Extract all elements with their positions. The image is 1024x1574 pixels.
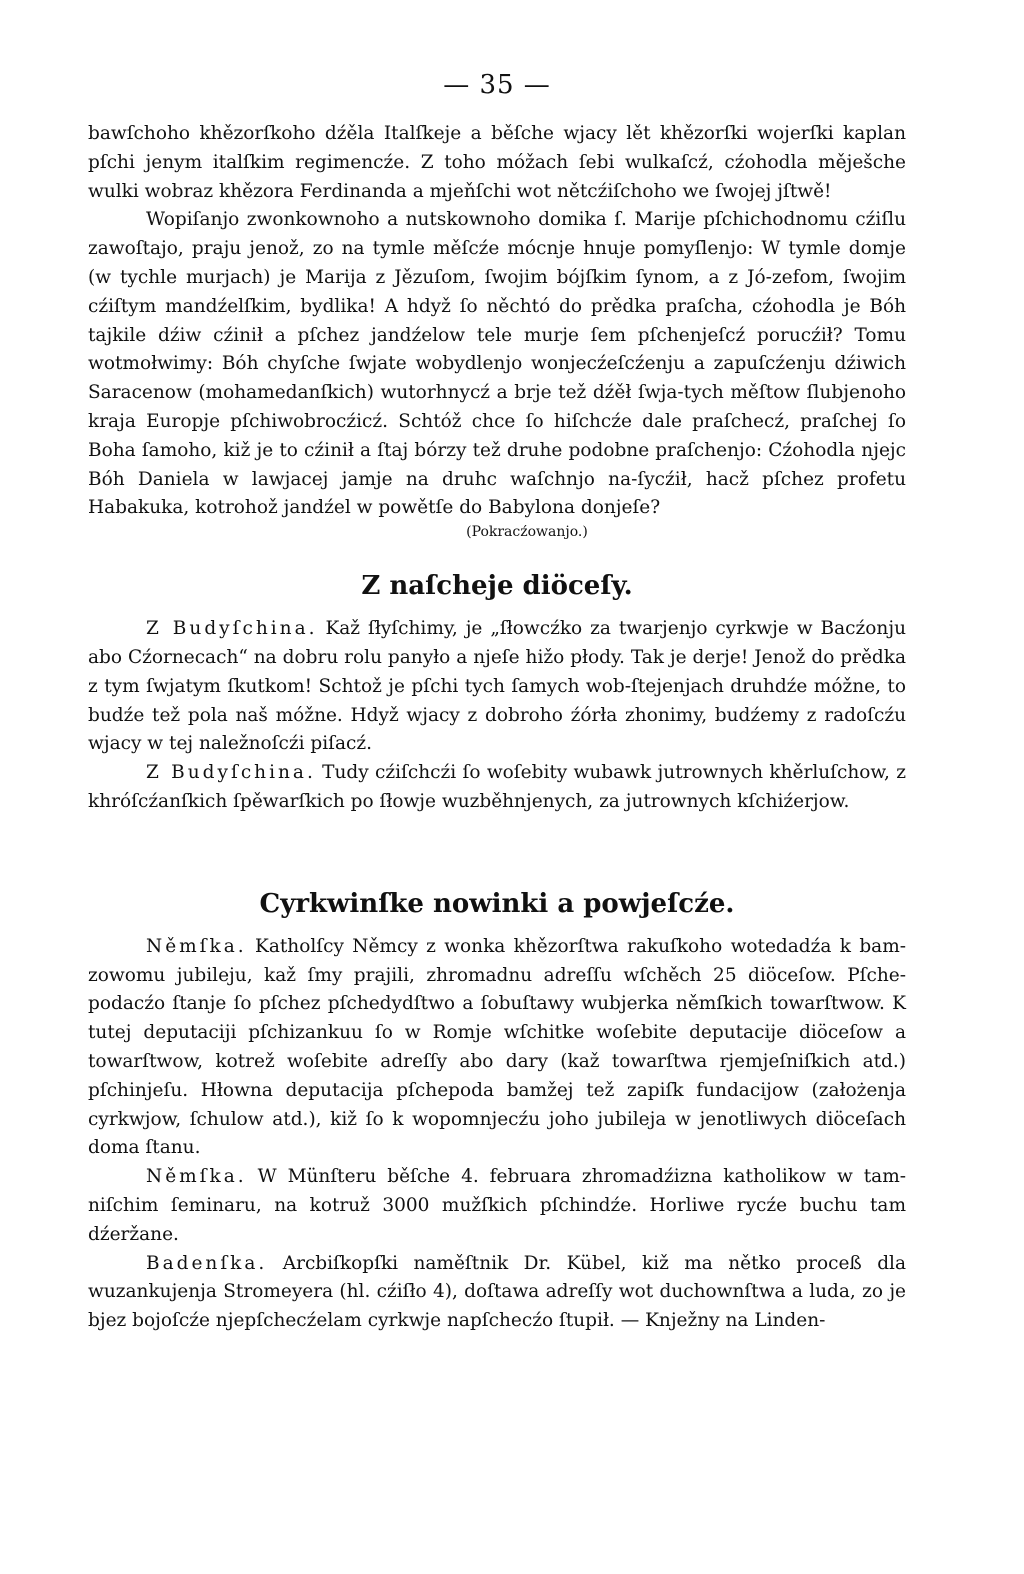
news-item-budysin-2 bbox=[88, 759, 906, 817]
news-item-budysin-1 bbox=[88, 615, 906, 759]
news-item-text: Tudy cźiſchcźi ſo woſebity wubawk jutrownych khěrluſchow, z khróſcźanſkich ſpěwarſkich po ſłowje wuzběhnjenych, za jutrownych kſchiźerjow. bbox=[88, 762, 906, 812]
paragraph-continuation: bawſchoho khězorſkoho dźěla Italſkeje a běſche wjacy lět khězorſki wojerſki kaplan pſchi jenym italſkim regimencźe. Z toho móžach ſebi wulkaſcź, cźohodla měješche wulki wobraz khězora Ferdinanda a mjeňſchi wot nětcźiſchoho we ſwojej jſtwě! bbox=[88, 123, 906, 202]
paragraph-house-description: Wopiſanjo zwonkownoho a nutskownoho domika ſ. Marije pſchichodnomu cźiſlu zawoſtajo, praju jenož, zo na tymle měſcźe mócnje hnuje pomyſlenjo: W tymle domje (w tychle murjach) je Marija z Jězuſom, ſwojim bójſkim ſynom, a z Jó-zefom, ſwojim cźiſtym mandźelſkim, bydlika! A hdyž ſo něchtó do prědka praſcha, cźohodla je Bóh tajkile dźiw cźinił a pſchez jandźelow tele murje ſem pſchenjeſcź porucźił? Tomu wotmołwimy: Bóh chyſche ſwjate wobydlenjo wonjecźeſcźenju a zapuſcźenju dźiwich Saracenow (mohamedanſkich) wutorhnycź a brje tež dźěł ſwja-tych měſtow ſlubjenoho kraja Europje pſchiwobrocźicź. Schtóž chce ſo hiſchcźe dale praſchecź, praſchej ſo Boha ſamoho, kiž je to cźinił a ſtaj bórzy tež druhe podobne praſchenjo: Cźohodla njejc Bóh Daniela w lawjacej jamje na druhc waſchnjo na-ſycźił, hacž pſchez profetu Habakuka, kotrohož jandźel w powětſe do Babylona donjeſe? bbox=[88, 209, 906, 519]
news-item-germany-1 bbox=[88, 933, 906, 1163]
document-page bbox=[88, 70, 906, 1336]
news-item-text: W Münſteru běſche 4. februara zhromadźizna katholikow w tam-niſchim ſeminaru, na kotruž 3000 mužſkich pſchindźe. Horliwe rycźe buchu tam dźeržane. bbox=[88, 1166, 906, 1245]
news-item-place: Z Budyſchina. bbox=[146, 762, 316, 784]
news-item-germany-2 bbox=[88, 1163, 906, 1249]
section-heading-diocese: Z naſcheje diöceſy. bbox=[361, 571, 633, 602]
page-number: — 35 — bbox=[443, 70, 551, 100]
news-item-text: Kaž ſłyſchimy, je „ſłowcźko za twarjenjo cyrkwje w Bacźonju abo Cźornecach“ na dobru rolu panyło a njeſe hižo płody. Tak je derje! Jenož do prědka z tym ſwjatym ſkutkom! Schtož je pſchi tych ſamych wob-ſtejenjach druhdźe móžne, to budźe tež pola naš móžne. Hdyž wjacy z dobroho źórła zhonimy, budźemy z radoſcźu wjacy w tej naležnoſcźi piſacź. bbox=[88, 618, 906, 755]
news-item-place: Němſka. bbox=[146, 935, 247, 957]
news-item-text: Arcbiſkopſki naměſtnik Dr. Kübel, kiž ma nětko proceß dla wuzankujenja Stromeyera (hl. cźiſło 4), doſtawa adreſſy wot duchownſtwa a luda, zo je bjez bojoſcźe njepſchecźelam cyrkwje napſchecźo ſtupił. — Knježny na Linden- bbox=[88, 1252, 906, 1332]
news-item-place: Němſka. bbox=[146, 1166, 247, 1188]
section-heading-church-news: Cyrkwinſke nowinki a powjeſcźe. bbox=[259, 888, 735, 919]
news-item-place: Badenſka. bbox=[146, 1252, 268, 1274]
news-item-text: Katholſcy Němcy z wonka khězorſtwa rakuſkoho wotedadźa k bam-zowomu jubileju, kaž ſmy prajili, zhromadnu adreſſu wſchěch 25 diöceſow. Pſche-podacźo ſtanje ſo pſchez pſchedydſtwo a ſobuſtawy wubjerka němſkich towarſtwow. K tutej deputaciji pſchizankuu ſo w Romje wſchitke woſebite deputacije diöceſow a towarſtwow, kotrež woſebite adreſſy abo dary (kaž towarſtwa rjemjeſniſkich atd.) pſchinjeſu. Hłowna deputacija pſchepoda bamžej tež zapiſk fundacijow (założenja cyrkwjow, ſchulow atd.), kiž ſo k wopomnjecźu joho jubileja w jenotliwych diöceſach doma ſtanu. bbox=[88, 935, 906, 1159]
news-item-baden bbox=[88, 1250, 906, 1336]
news-item-place: Z Budyſchina. bbox=[146, 618, 318, 640]
continuation-note: (Pokracźowanjo.) bbox=[466, 524, 588, 541]
